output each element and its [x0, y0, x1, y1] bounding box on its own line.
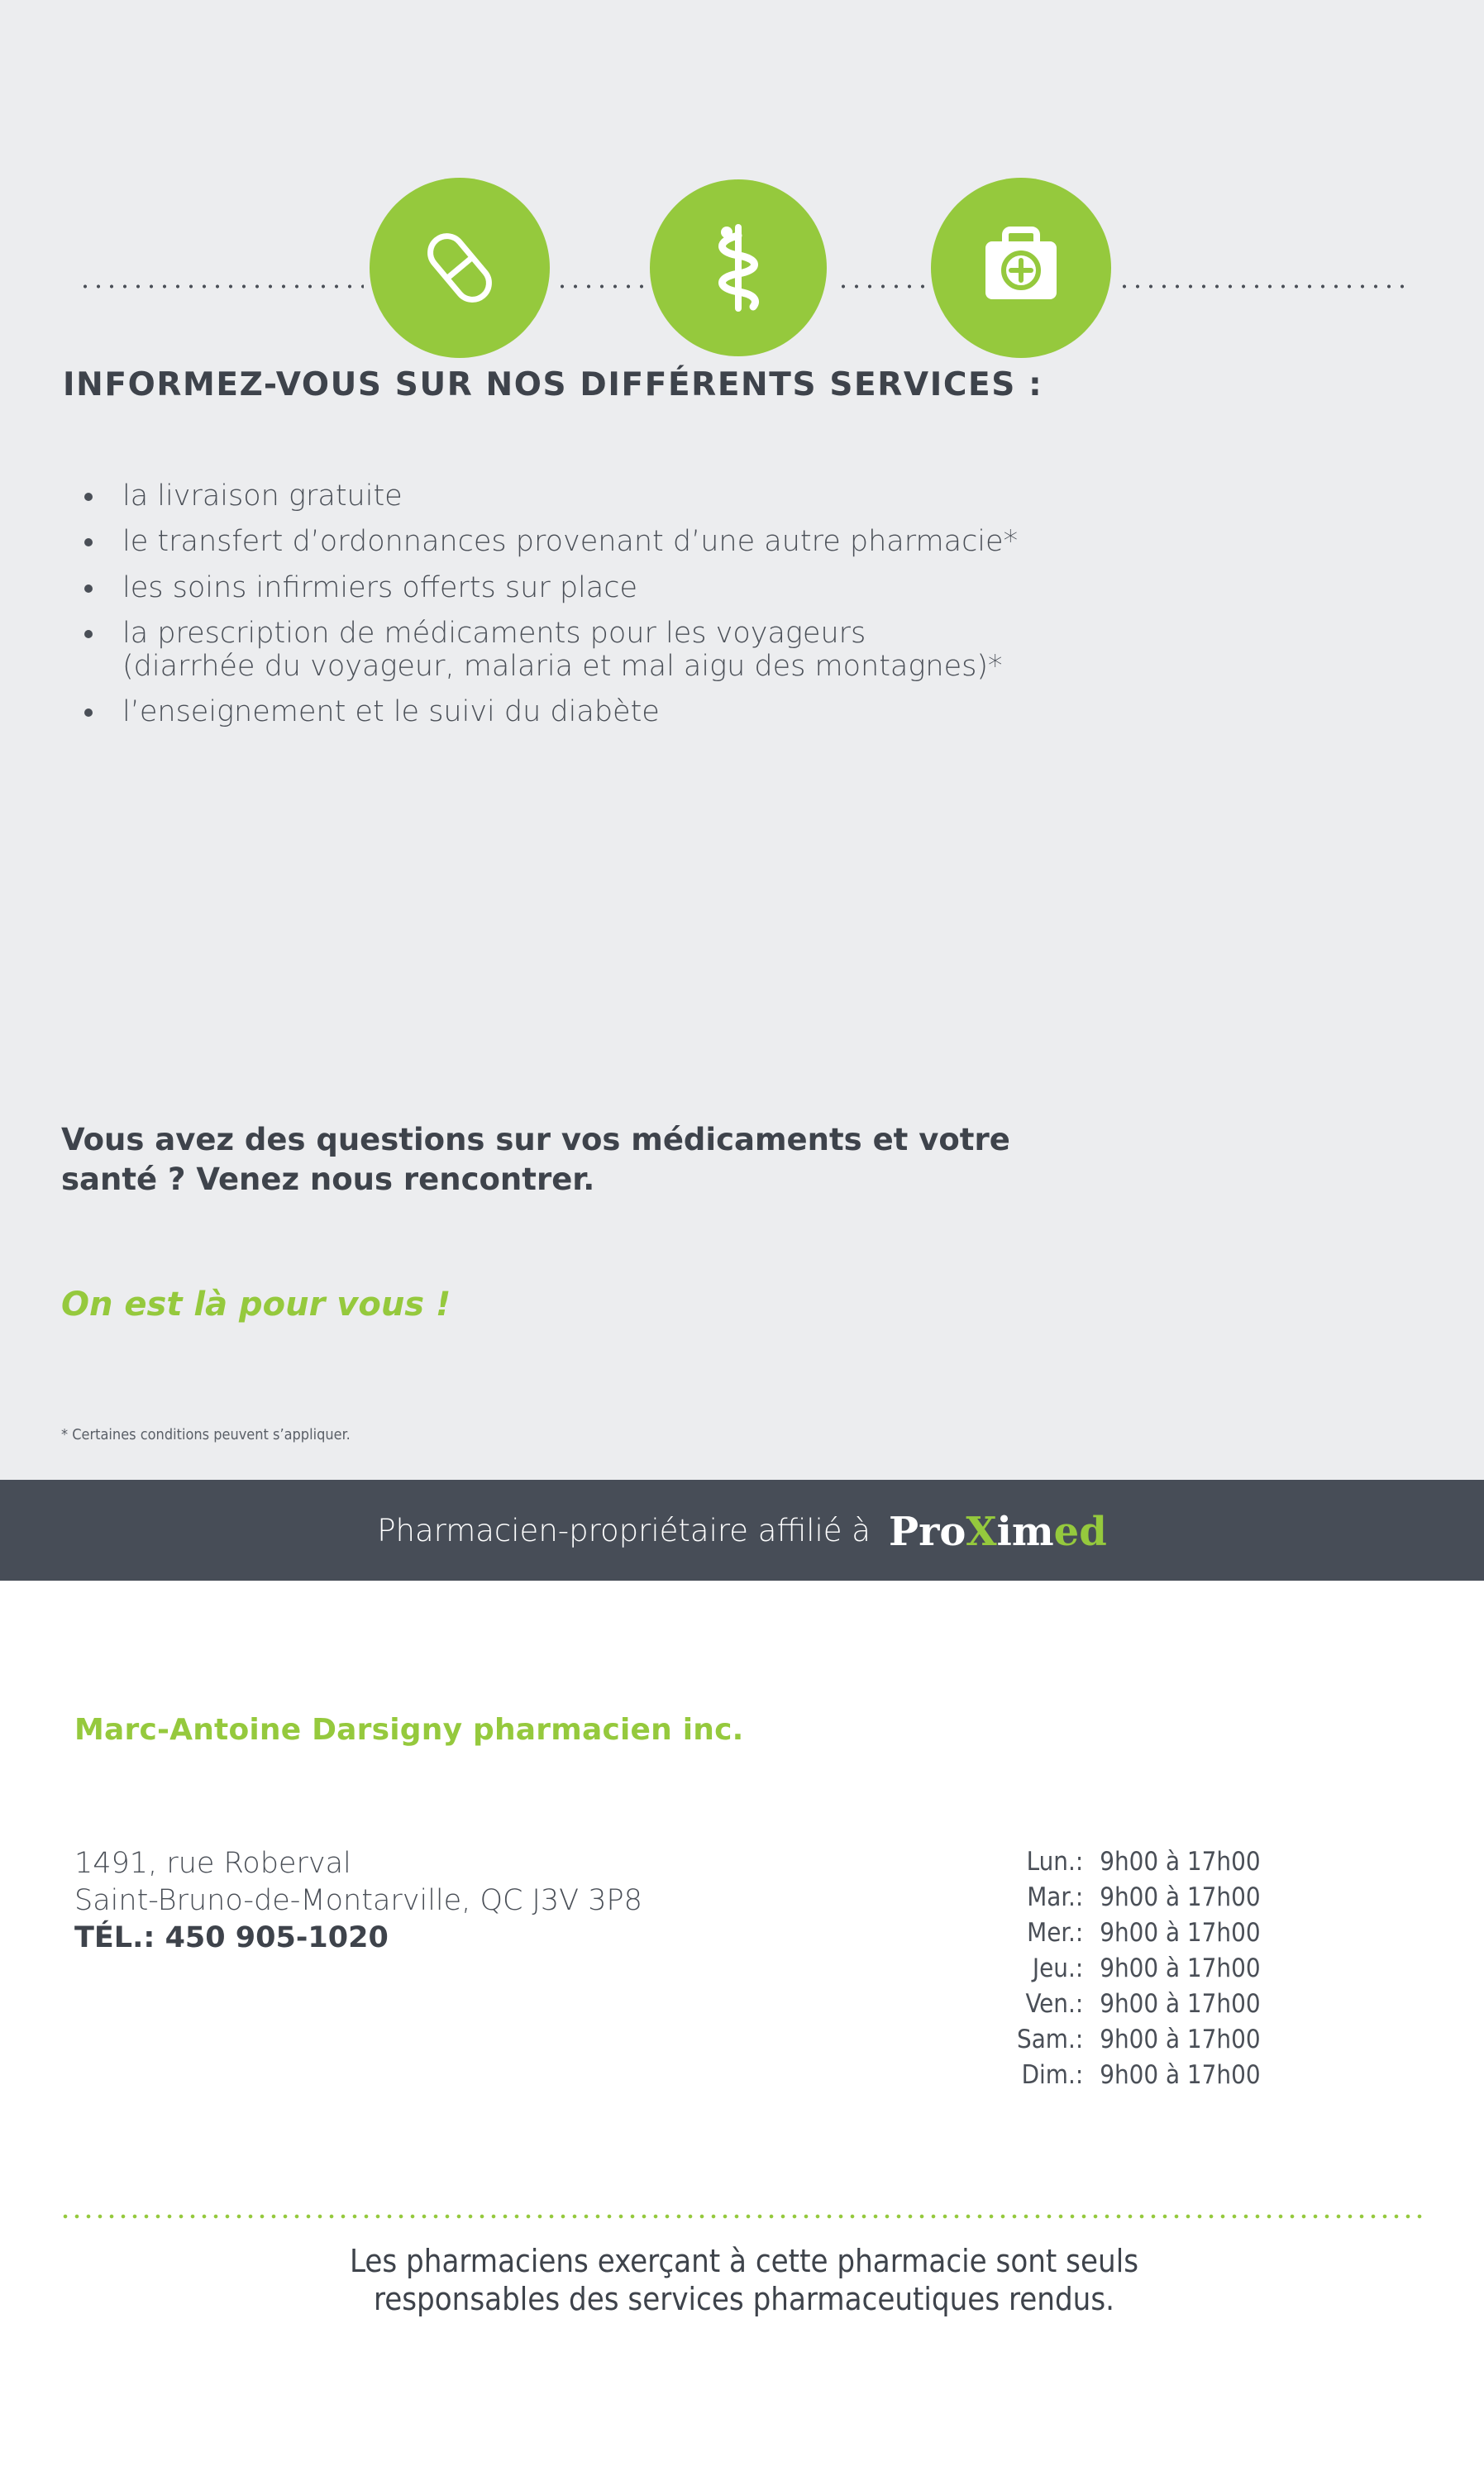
- first-aid-kit-icon: [931, 178, 1111, 358]
- table-row: [1017, 1954, 1261, 1989]
- disclaimer-line-2: responsables des services pharmaceutiques rendus.: [373, 2281, 1114, 2318]
- dotted-divider: [60, 2213, 1424, 2220]
- address-line-2: Saint-Bruno-de-Montarville, QC J3V 3P8: [74, 1883, 642, 1917]
- hours-time: 9h00 à 17h00: [1100, 1989, 1261, 2019]
- table-row: [1017, 1882, 1261, 1918]
- hours-time: 9h00 à 17h00: [1100, 1882, 1261, 1912]
- hours-time: 9h00 à 17h00: [1100, 1954, 1261, 1983]
- table-row: [1017, 2025, 1261, 2060]
- disclaimer-line-1: Les pharmaciens exerçant à cette pharmacie sont seuls: [349, 2243, 1139, 2279]
- proximed-logo: [888, 1509, 1107, 1555]
- hours-day: Mar.:: [1027, 1882, 1084, 1912]
- hours-day: Dim.:: [1021, 2060, 1084, 2090]
- services-list: [71, 479, 1443, 742]
- dotted-line-right: [1118, 284, 1407, 289]
- dotted-line-middle-1: [556, 284, 647, 289]
- questions-line-2: santé ? Venez nous rencontrer.: [61, 1162, 595, 1198]
- hours-time: 9h00 à 17h00: [1100, 1918, 1261, 1948]
- list-item-label-second-line: (diarrhée du voyageur, malaria et mal aigu des montagnes)*: [122, 650, 1003, 683]
- proximed-logo-part-ed: ed: [1053, 1509, 1107, 1555]
- services-title: INFORMEZ-VOUS SUR NOS DIFFÉRENTS SERVICES :: [63, 366, 1043, 403]
- disclaimer-text: [74, 2242, 1414, 2319]
- questions-block: [61, 1120, 1417, 1200]
- proximed-logo-part-im: im: [996, 1509, 1054, 1555]
- opening-hours-table: [1017, 1847, 1261, 2096]
- footnote: * Certaines conditions peuvent s’appliquer.: [61, 1426, 351, 1443]
- affiliation-bar: [0, 1480, 1484, 1581]
- list-item: [71, 571, 1443, 604]
- table-row: [1017, 1918, 1261, 1954]
- tagline: On est là pour vous !: [61, 1286, 451, 1324]
- list-item: [71, 617, 1443, 684]
- bullet-dot: [84, 630, 93, 638]
- list-item-label: l’enseignement et le suivi du diabète: [122, 695, 660, 729]
- list-item-label: le transfert d’ordonnances provenant d’une autre pharmacie*: [122, 525, 1019, 559]
- hours-day: Mer.:: [1027, 1918, 1084, 1948]
- table-row: [1017, 1989, 1261, 2025]
- bullet-dot: [84, 538, 93, 546]
- hours-day: Ven.:: [1025, 1989, 1084, 2019]
- icon-band: [0, 87, 1484, 289]
- bullet-dot: [84, 708, 93, 717]
- table-row: [1017, 1847, 1261, 1882]
- list-item-label: la prescription de médicaments pour les voyageurs: [122, 616, 866, 650]
- table-row: [1017, 2060, 1261, 2096]
- bullet-dot: [84, 493, 93, 501]
- bullet-dot: [84, 584, 93, 593]
- list-item: [71, 525, 1443, 558]
- questions-line-1: Vous avez des questions sur vos médicaments et votre: [61, 1122, 1010, 1157]
- asclepius-rod-icon: [650, 179, 827, 356]
- hours-time: 9h00 à 17h00: [1100, 1847, 1261, 1877]
- pill-icon: [370, 178, 550, 358]
- list-item: [71, 695, 1443, 728]
- list-item: [71, 479, 1443, 513]
- hours-day: Lun.:: [1026, 1847, 1084, 1877]
- hours-time: 9h00 à 17h00: [1100, 2025, 1261, 2054]
- affiliation-label: Pharmacien-propriétaire affilié à: [377, 1512, 871, 1548]
- owner-name: Marc-Antoine Darsigny pharmacien inc.: [74, 1713, 744, 1747]
- hours-day: Sam.:: [1017, 2025, 1084, 2054]
- address-line-1: 1491, rue Roberval: [74, 1847, 351, 1880]
- pharmacy-info-section: [0, 1581, 1484, 2476]
- hours-day: Jeu.:: [1032, 1954, 1084, 1983]
- list-item-label: les soins infirmiers offerts sur place: [122, 570, 637, 604]
- proximed-logo-part-pro: Pro: [888, 1509, 966, 1555]
- hours-time: 9h00 à 17h00: [1100, 2060, 1261, 2090]
- dotted-line-middle-2: [837, 284, 928, 289]
- address-block: [74, 1845, 984, 1956]
- phone-number: TÉL.: 450 905-1020: [74, 1920, 389, 1954]
- dotted-line-left: [79, 284, 364, 289]
- list-item-label: la livraison gratuite: [122, 479, 403, 513]
- proximed-logo-x: X: [966, 1509, 997, 1555]
